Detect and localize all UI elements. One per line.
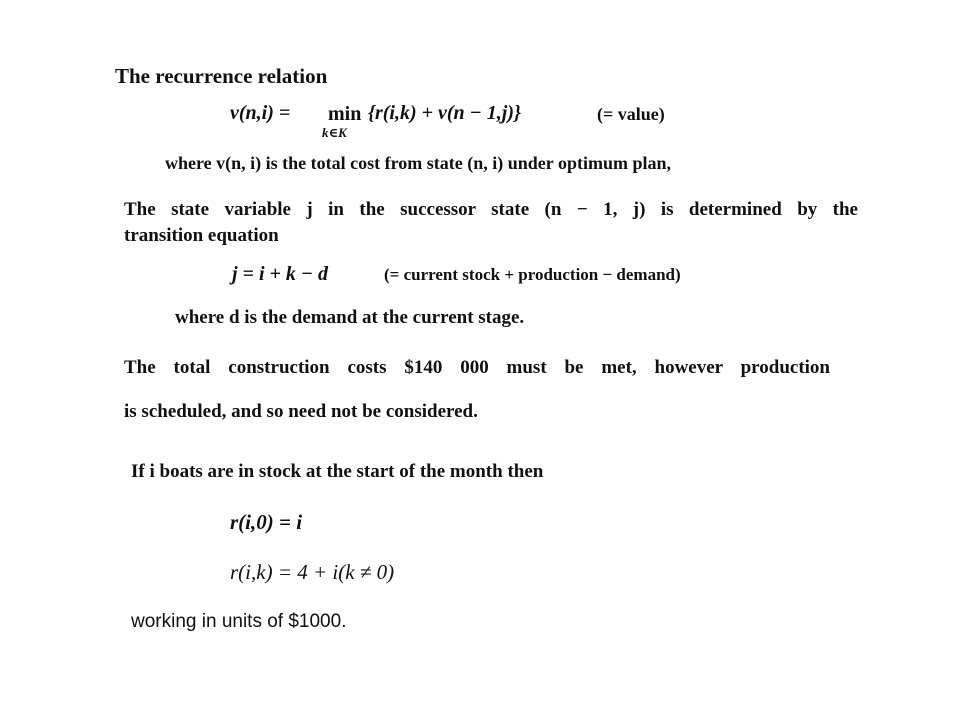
state-variable-text-1: The state variable j in the successor state (n − 1, j) is determined by the [124,199,858,220]
state-variable-text-2: transition equation [124,225,279,246]
heading: The recurrence relation [115,64,328,88]
recurrence-min: min [328,103,362,125]
construction-text-1: The total construction costs $140 000 must be met, however production [124,357,830,378]
r-k-equation: r(i,k) = 4 + i(k ≠ 0) [230,560,395,584]
where-d-text: where d is the demand at the current stage. [175,307,525,328]
recurrence-note: (= value) [597,104,665,124]
where-v-text: where v(n, i) is the total cost from state (n, i) under optimum plan, [165,153,671,173]
r-zero-equation: r(i,0) = i [230,510,303,534]
recurrence-min-subscript: k∈K [322,125,347,140]
boats-stock-text: If i boats are in stock at the start of the month then [131,461,544,482]
units-text: working in units of $1000. [131,611,347,632]
construction-text-2: is scheduled, and so need not be considered. [124,401,478,422]
recurrence-lhs: v(n,i) = [230,102,291,124]
recurrence-body: {r(i,k) + v(n − 1,j)} [368,102,521,124]
transition-equation: j = i + k − d [232,263,329,285]
transition-note: (= current stock + production − demand) [384,265,681,284]
